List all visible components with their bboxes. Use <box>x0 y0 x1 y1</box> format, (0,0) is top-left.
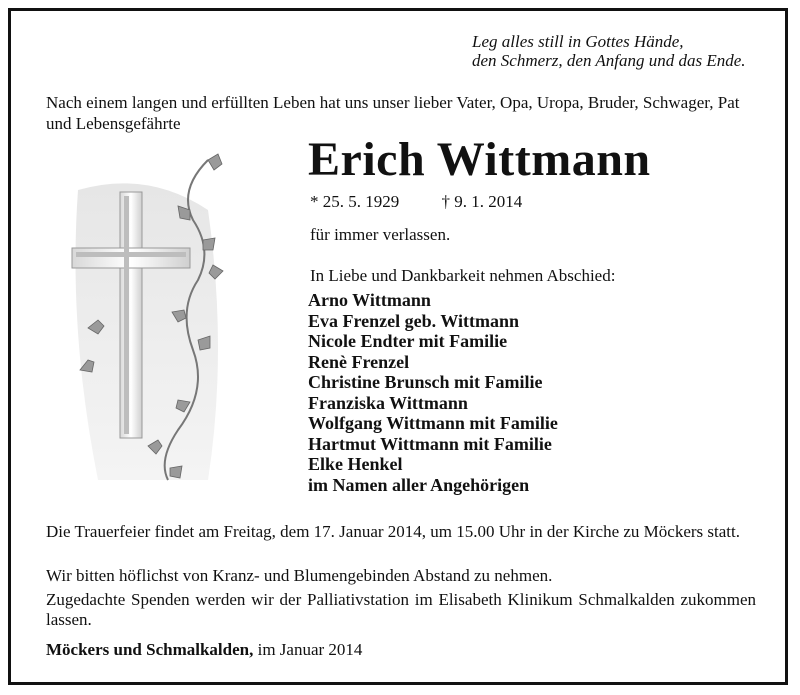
mourner-name: Christine Brunsch mit Familie <box>308 372 543 392</box>
mourner-name: Eva Frenzel geb. Wittmann <box>308 310 519 331</box>
mourner-name: Wolfgang Wittmann mit Familie <box>308 413 558 433</box>
deceased-name: Erich Wittmann <box>308 133 651 186</box>
closing-place: Möckers und Schmalkalden, <box>46 640 254 659</box>
mourner-name: Renè Frenzel <box>308 351 410 372</box>
left-us-text: für immer verlassen. <box>310 225 451 244</box>
flower-request: Wir bitten höflichst von Kranz- und Blumengebinden Abstand zu nehmen. <box>46 566 553 585</box>
mourner-name: Arno Wittmann <box>308 290 431 310</box>
farewell-heading: In Liebe und Dankbarkeit nehmen Abschied: <box>310 266 616 285</box>
donation-info: Zugedachte Spenden werden wir der Palliativstation im Elisabeth Klinikum Schmalkalden zukommen lassen. <box>46 590 756 629</box>
closing-line <box>46 640 362 660</box>
intro-text: Nach einem langen und erfüllten Leben hat uns unser lieber Vater, Opa, Uropa, Bruder, Schwager, Pat und Lebensgefährte <box>46 93 740 133</box>
closing-date: im Januar 2014 <box>257 640 363 659</box>
motto-line-1: Leg alles still in Gottes Hände, <box>472 32 684 51</box>
mourner-name: Nicole Endter mit Familie <box>308 331 508 351</box>
mourner-name: im Namen aller Angehörigen <box>308 474 530 495</box>
birth-date: * 25. 5. 1929 <box>310 192 400 211</box>
motto-line-2: den Schmerz, den Anfang und das Ende. <box>472 51 746 70</box>
mourner-name: Franziska Wittmann <box>308 392 468 413</box>
death-date: † 9. 1. 2014 <box>441 192 523 211</box>
funeral-info: Die Trauerfeier findet am Freitag, dem 17. Januar 2014, um 15.00 Uhr in der Kirche zu Möckers statt. <box>46 522 740 541</box>
mourner-name: Hartmut Wittmann mit Familie <box>308 433 552 454</box>
motto-verse <box>472 32 746 70</box>
life-dates <box>310 192 522 212</box>
mourner-name: Elke Henkel <box>308 454 403 474</box>
cross-with-ivy-icon <box>58 150 238 490</box>
mourners-list <box>308 290 558 495</box>
